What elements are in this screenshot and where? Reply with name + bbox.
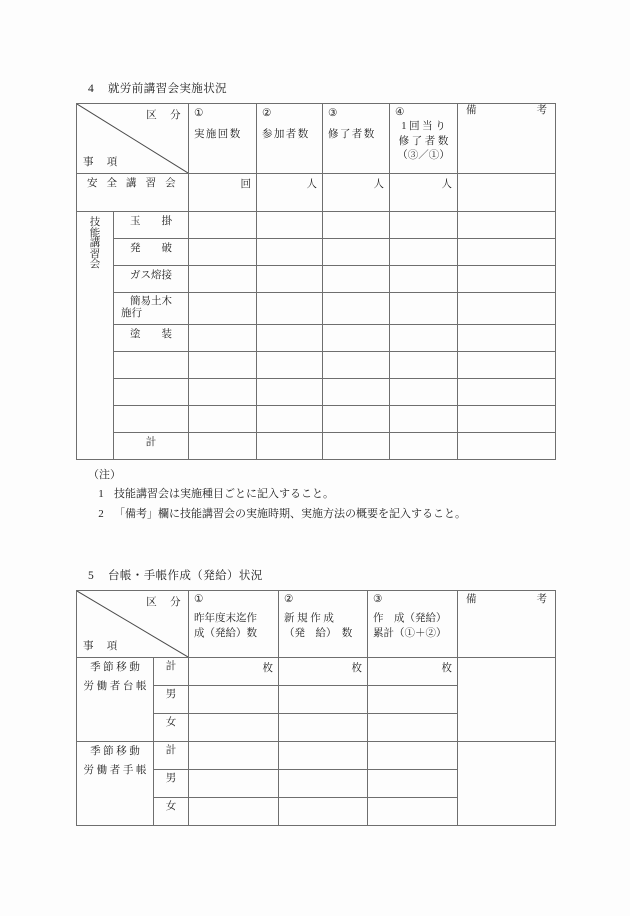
column-4-label-line-3: （③／①） (397, 150, 450, 162)
note-2-text: 「備考」欄に技能講習会の実施時期、実施方法の概要を記入すること。 (114, 508, 466, 520)
handbook-female-cumulative[interactable] (368, 798, 458, 826)
skill-row-4 (77, 293, 556, 325)
skill-cell-1-participants[interactable] (257, 212, 323, 239)
skill-cell-7-remarks[interactable] (458, 378, 556, 405)
handbook-female-new[interactable] (279, 798, 368, 826)
unit-kai: 回 (240, 179, 251, 190)
skill-cell-7-completers[interactable] (323, 378, 390, 405)
safety-training-row (77, 174, 556, 212)
column-5-1-label-line-1: 昨年度末迄作 (194, 613, 257, 625)
skill-cell-4-per-session[interactable] (390, 293, 458, 325)
handbook-subrow-label-male: 男 (154, 770, 189, 798)
skill-cell-3-count[interactable] (189, 266, 257, 293)
skill-cell-6-participants[interactable] (257, 351, 323, 378)
skill-cell-4-remarks[interactable] (458, 293, 556, 325)
skill-cell-1-completers[interactable] (323, 212, 390, 239)
skill-cell-total-participants[interactable] (257, 432, 323, 459)
section-4-heading (88, 80, 227, 96)
column-2-label: 参加者数 (262, 129, 310, 141)
skill-label-char-4: 習 (89, 248, 101, 260)
skill-cell-6-completers[interactable] (323, 351, 390, 378)
skill-cell-total-remarks[interactable] (458, 432, 556, 459)
handbook-group-label-line-2: 労 働 者 手 帳 (83, 765, 147, 777)
skill-training-group-label-cell (77, 212, 114, 460)
skill-label-char-3: 講 (89, 238, 101, 249)
skill-cell-3-remarks[interactable] (458, 266, 556, 293)
column-header-5-2 (279, 591, 368, 658)
handbook-group-remarks[interactable] (458, 742, 556, 826)
skill-cell-6-count[interactable] (189, 351, 257, 378)
skill-cell-6-remarks[interactable] (458, 351, 556, 378)
corner-header-cell-5 (77, 591, 189, 658)
pre-employment-training-table (76, 103, 556, 460)
column-header-1 (189, 104, 257, 174)
remarks-label-left-5: 備 (466, 594, 477, 605)
skill-cell-1-remarks[interactable] (458, 212, 556, 239)
column-1-label: 実施回数 (194, 129, 242, 141)
table-header-row (77, 104, 556, 174)
skill-cell-5-remarks[interactable] (458, 324, 556, 351)
column-header-5-3 (368, 591, 458, 658)
skill-cell-8-participants[interactable] (257, 405, 323, 432)
column-5-3-label-line-1: 作 成（発給） (373, 613, 447, 625)
section-5-title: 台帳・手帳作成（発給）状況 (108, 570, 263, 582)
safety-training-label-cell (77, 174, 189, 212)
safety-cell-count[interactable] (189, 174, 257, 212)
handbook-male-prev-year[interactable] (189, 770, 279, 798)
ledger-row-total (77, 658, 556, 686)
column-5-2-label-line-1: 新 規 作 成 (284, 613, 334, 625)
handbook-total-prev-year[interactable] (189, 742, 279, 770)
skill-row-3 (77, 266, 556, 293)
skill-cell-5-participants[interactable] (257, 324, 323, 351)
ledger-subrow-label-total: 計 (154, 658, 189, 686)
note-2-index: 2 (98, 508, 104, 520)
skill-cell-4-participants[interactable] (257, 293, 323, 325)
remarks-header-cell-5 (458, 591, 556, 658)
skill-row-label-6[interactable] (114, 351, 189, 378)
skill-cell-5-count[interactable] (189, 324, 257, 351)
ledger-male-cumulative[interactable] (368, 686, 458, 714)
corner-jikou-label-5: 事 項 (83, 641, 119, 652)
skill-cell-5-per-session[interactable] (390, 324, 458, 351)
skill-cell-8-count[interactable] (189, 405, 257, 432)
ledger-female-cumulative[interactable] (368, 714, 458, 742)
unit-mai-1: 枚 (262, 663, 273, 674)
note-1-text: 技能講習会は実施種目ごとに記入すること。 (114, 488, 334, 500)
skill-training-group-label (77, 212, 113, 277)
section-4-number: 4 (88, 83, 95, 95)
skill-row-6 (77, 351, 556, 378)
unit-mai-2: 枚 (351, 663, 362, 674)
ledger-handbook-table (76, 590, 556, 826)
handbook-group-label-line-1: 季 節 移 動 (90, 746, 140, 757)
section-5-heading (88, 567, 263, 583)
skill-label-char-1: 技 (89, 217, 101, 228)
handbook-male-new[interactable] (279, 770, 368, 798)
note-item-1 (88, 489, 558, 500)
column-5-3-mark: ③ (373, 594, 383, 605)
skill-row-8 (77, 405, 556, 432)
skill-cell-7-count[interactable] (189, 378, 257, 405)
section-4-title: 就労前講習会実施状況 (108, 83, 227, 95)
skill-cell-2-per-session[interactable] (390, 239, 458, 266)
safety-cell-participants[interactable] (257, 174, 323, 212)
section-4-notes (88, 470, 558, 529)
column-5-2-label-line-2: （発 給） 数 (284, 627, 353, 639)
skill-cell-8-remarks[interactable] (458, 405, 556, 432)
column-2-mark: ② (262, 108, 272, 119)
unit-nin-1: 人 (306, 179, 317, 190)
ledger-group-remarks[interactable] (458, 658, 556, 742)
column-4-label-line-1: 1 回 当 り (401, 121, 446, 133)
ledger-total-prev-year[interactable] (189, 658, 279, 686)
notes-heading: （注） (88, 469, 121, 481)
ledger-subrow-label-female: 女 (154, 714, 189, 742)
handbook-female-prev-year[interactable] (189, 798, 279, 826)
ledger-group-label-line-1: 季 節 移 動 (90, 662, 140, 673)
ledger-male-prev-year[interactable] (189, 686, 279, 714)
skill-row-label-4 (114, 293, 189, 325)
handbook-total-new[interactable] (279, 742, 368, 770)
skill-cell-4-count[interactable] (189, 293, 257, 325)
skill-cell-2-participants[interactable] (257, 239, 323, 266)
skill-row-label-3: ガス熔接 (114, 266, 189, 293)
skill-cell-3-participants[interactable] (257, 266, 323, 293)
corner-jikou-label: 事 項 (83, 157, 119, 168)
column-5-2-mark: ② (284, 594, 294, 605)
ledger-group-label-line-2: 労 働 者 台 帳 (83, 681, 147, 693)
safety-cell-completers[interactable] (323, 174, 390, 212)
ledger-total-cumulative[interactable] (368, 658, 458, 686)
skill-cell-8-per-session[interactable] (390, 405, 458, 432)
skill-row-7 (77, 378, 556, 405)
unit-mai-3: 枚 (441, 663, 452, 674)
skill-row-label-7[interactable] (114, 378, 189, 405)
column-header-5-1 (189, 591, 279, 658)
skill-cell-8-completers[interactable] (323, 405, 390, 432)
skill-row-label-2: 発 破 (114, 239, 189, 266)
skill-row-label-total: 計 (114, 432, 189, 459)
skill-row-label-5: 塗 装 (114, 324, 189, 351)
column-5-3-label-line-2: 累計（①＋②） (373, 627, 447, 639)
column-4-mark: ④ (395, 107, 405, 118)
skill-row-1 (77, 212, 556, 239)
handbook-row-total (77, 742, 556, 770)
handbook-total-cumulative[interactable] (368, 742, 458, 770)
skill-cell-1-per-session[interactable] (390, 212, 458, 239)
ledger-group-label (77, 658, 153, 697)
skill-cell-total-completers[interactable] (323, 432, 390, 459)
skill-label-char-2: 能 (89, 227, 101, 239)
corner-kubun-label-5: 区 分 (146, 597, 182, 608)
remarks-label-right: 考 (536, 105, 547, 116)
handbook-subrow-label-female: 女 (154, 798, 189, 826)
note-item-2 (88, 509, 558, 520)
skill-cell-2-remarks[interactable] (458, 239, 556, 266)
safety-cell-remarks[interactable] (458, 174, 556, 212)
corner-kubun-label: 区 分 (146, 110, 182, 121)
remarks-label-right-5: 考 (536, 594, 547, 605)
column-5-1-mark: ① (194, 594, 204, 605)
skill-cell-7-participants[interactable] (257, 378, 323, 405)
skill-cell-1-count[interactable] (189, 212, 257, 239)
ledger-female-prev-year[interactable] (189, 714, 279, 742)
remarks-label-left: 備 (466, 105, 477, 116)
skill-total-row (77, 432, 556, 459)
column-5-1-label-line-2: 成（発給）数 (194, 627, 257, 639)
skill-cell-7-per-session[interactable] (390, 378, 458, 405)
skill-row-label-4-line-2: 施行 (121, 308, 142, 320)
skill-row-label-1: 玉 掛 (114, 212, 189, 239)
unit-nin-2: 人 (373, 179, 384, 190)
skill-label-char-5: 会 (89, 259, 101, 270)
ledger-subrow-label-male: 男 (154, 686, 189, 714)
column-header-2 (257, 104, 323, 174)
column-3-label: 修了者数 (328, 129, 376, 141)
safety-cell-per-session[interactable] (390, 174, 458, 212)
column-header-3 (323, 104, 390, 174)
skill-cell-3-per-session[interactable] (390, 266, 458, 293)
note-1-index: 1 (98, 488, 104, 500)
skill-row-label-8[interactable] (114, 405, 189, 432)
ledger-female-new[interactable] (279, 714, 368, 742)
ledger-total-new[interactable] (279, 658, 368, 686)
skill-cell-2-completers[interactable] (323, 239, 390, 266)
column-3-mark: ③ (328, 108, 338, 119)
skill-row-2 (77, 239, 556, 266)
column-1-mark: ① (194, 108, 204, 119)
skill-cell-6-per-session[interactable] (390, 351, 458, 378)
skill-cell-total-per-session[interactable] (390, 432, 458, 459)
skill-cell-2-count[interactable] (189, 239, 257, 266)
handbook-group-label-cell (77, 742, 154, 826)
skill-cell-3-completers[interactable] (323, 266, 390, 293)
column-4-label-line-2: 修 了 者 数 (398, 135, 449, 147)
safety-training-label: 安 全 講 習 会 (87, 178, 179, 189)
remarks-header-cell (458, 104, 556, 174)
skill-cell-total-count[interactable] (189, 432, 257, 459)
skill-cell-4-completers[interactable] (323, 293, 390, 325)
skill-row-label-4-line-1: 簡易土木 (130, 296, 172, 307)
ledger-group-label-cell (77, 658, 154, 742)
column-header-4 (390, 104, 458, 174)
table5-header-row (77, 591, 556, 658)
handbook-subrow-label-total: 計 (154, 742, 189, 770)
section-5-number: 5 (88, 570, 95, 582)
handbook-group-label (77, 742, 153, 781)
skill-row-5 (77, 324, 556, 351)
unit-nin-3: 人 (441, 179, 452, 190)
ledger-male-new[interactable] (279, 686, 368, 714)
skill-cell-5-completers[interactable] (323, 324, 390, 351)
handbook-male-cumulative[interactable] (368, 770, 458, 798)
corner-header-cell (77, 104, 189, 174)
